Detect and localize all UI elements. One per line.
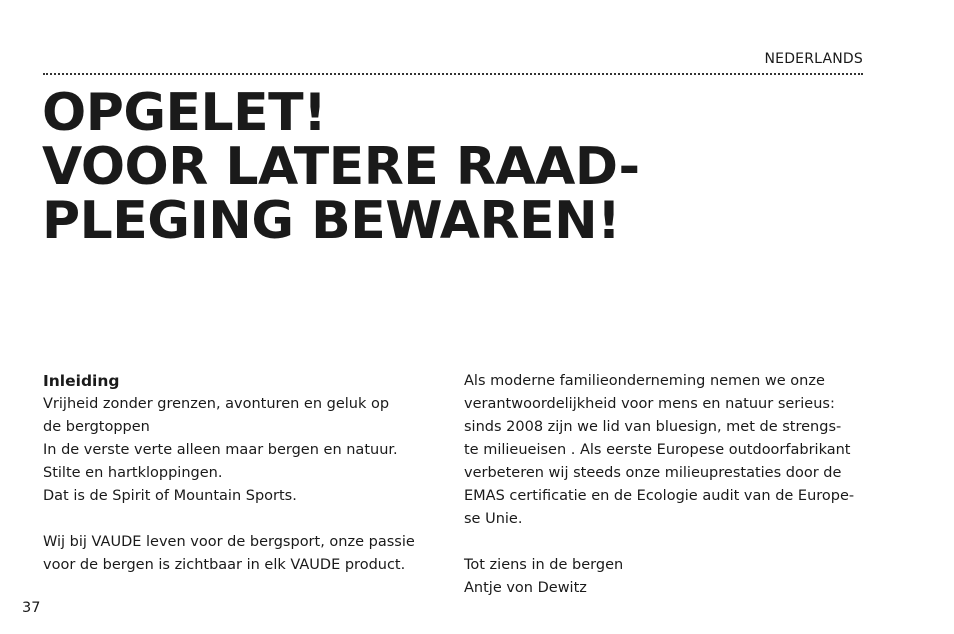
- page-title: [42, 83, 902, 251]
- right-text-column: [464, 370, 864, 600]
- language-label: NEDERLANDS: [764, 51, 863, 67]
- title-line: OPGELET!: [42, 83, 327, 143]
- text-line: voor de bergen is zichtbaar in elk VAUDE product.: [43, 557, 406, 573]
- text-line: sinds 2008 zijn we lid van bluesign, met de strengs-: [464, 419, 842, 435]
- text-line: se Unie.: [464, 511, 523, 527]
- paragraph-gap: [43, 508, 433, 531]
- title-line: VOOR LATERE RAAD-: [42, 137, 640, 197]
- text-line: de bergtoppen: [43, 419, 150, 435]
- text-line: In de verste verte alleen maar bergen en natuur.: [43, 442, 398, 458]
- text-line: te milieueisen . Als eerste Europese outdoorfabrikant: [464, 442, 851, 458]
- section-heading: Inleiding: [43, 372, 120, 390]
- title-line: PLEGING BEWAREN!: [42, 191, 621, 251]
- text-line: Stilte en hartkloppingen.: [43, 465, 223, 481]
- dotted-divider: [43, 73, 863, 75]
- text-line: Vrijheid zonder grenzen, avonturen en geluk op: [43, 396, 390, 412]
- text-line: Dat is de Spirit of Mountain Sports.: [43, 488, 297, 504]
- text-line: Tot ziens in de bergen: [464, 557, 624, 573]
- page-number: 37: [22, 600, 41, 616]
- text-line: EMAS certificatie en de Ecologie audit van de Europe-: [464, 488, 855, 504]
- text-line: Als moderne familieonderneming nemen we onze: [464, 373, 825, 389]
- paragraph-gap: [464, 531, 864, 554]
- text-line: verantwoordelijkheid voor mens en natuur serieus:: [464, 396, 835, 412]
- text-line: verbeteren wij steeds onze milieuprestaties door de: [464, 465, 842, 481]
- text-line: Wij bij VAUDE leven voor de bergsport, onze passie: [43, 534, 415, 550]
- left-text-column: [43, 370, 433, 577]
- text-line: Antje von Dewitz: [464, 580, 587, 596]
